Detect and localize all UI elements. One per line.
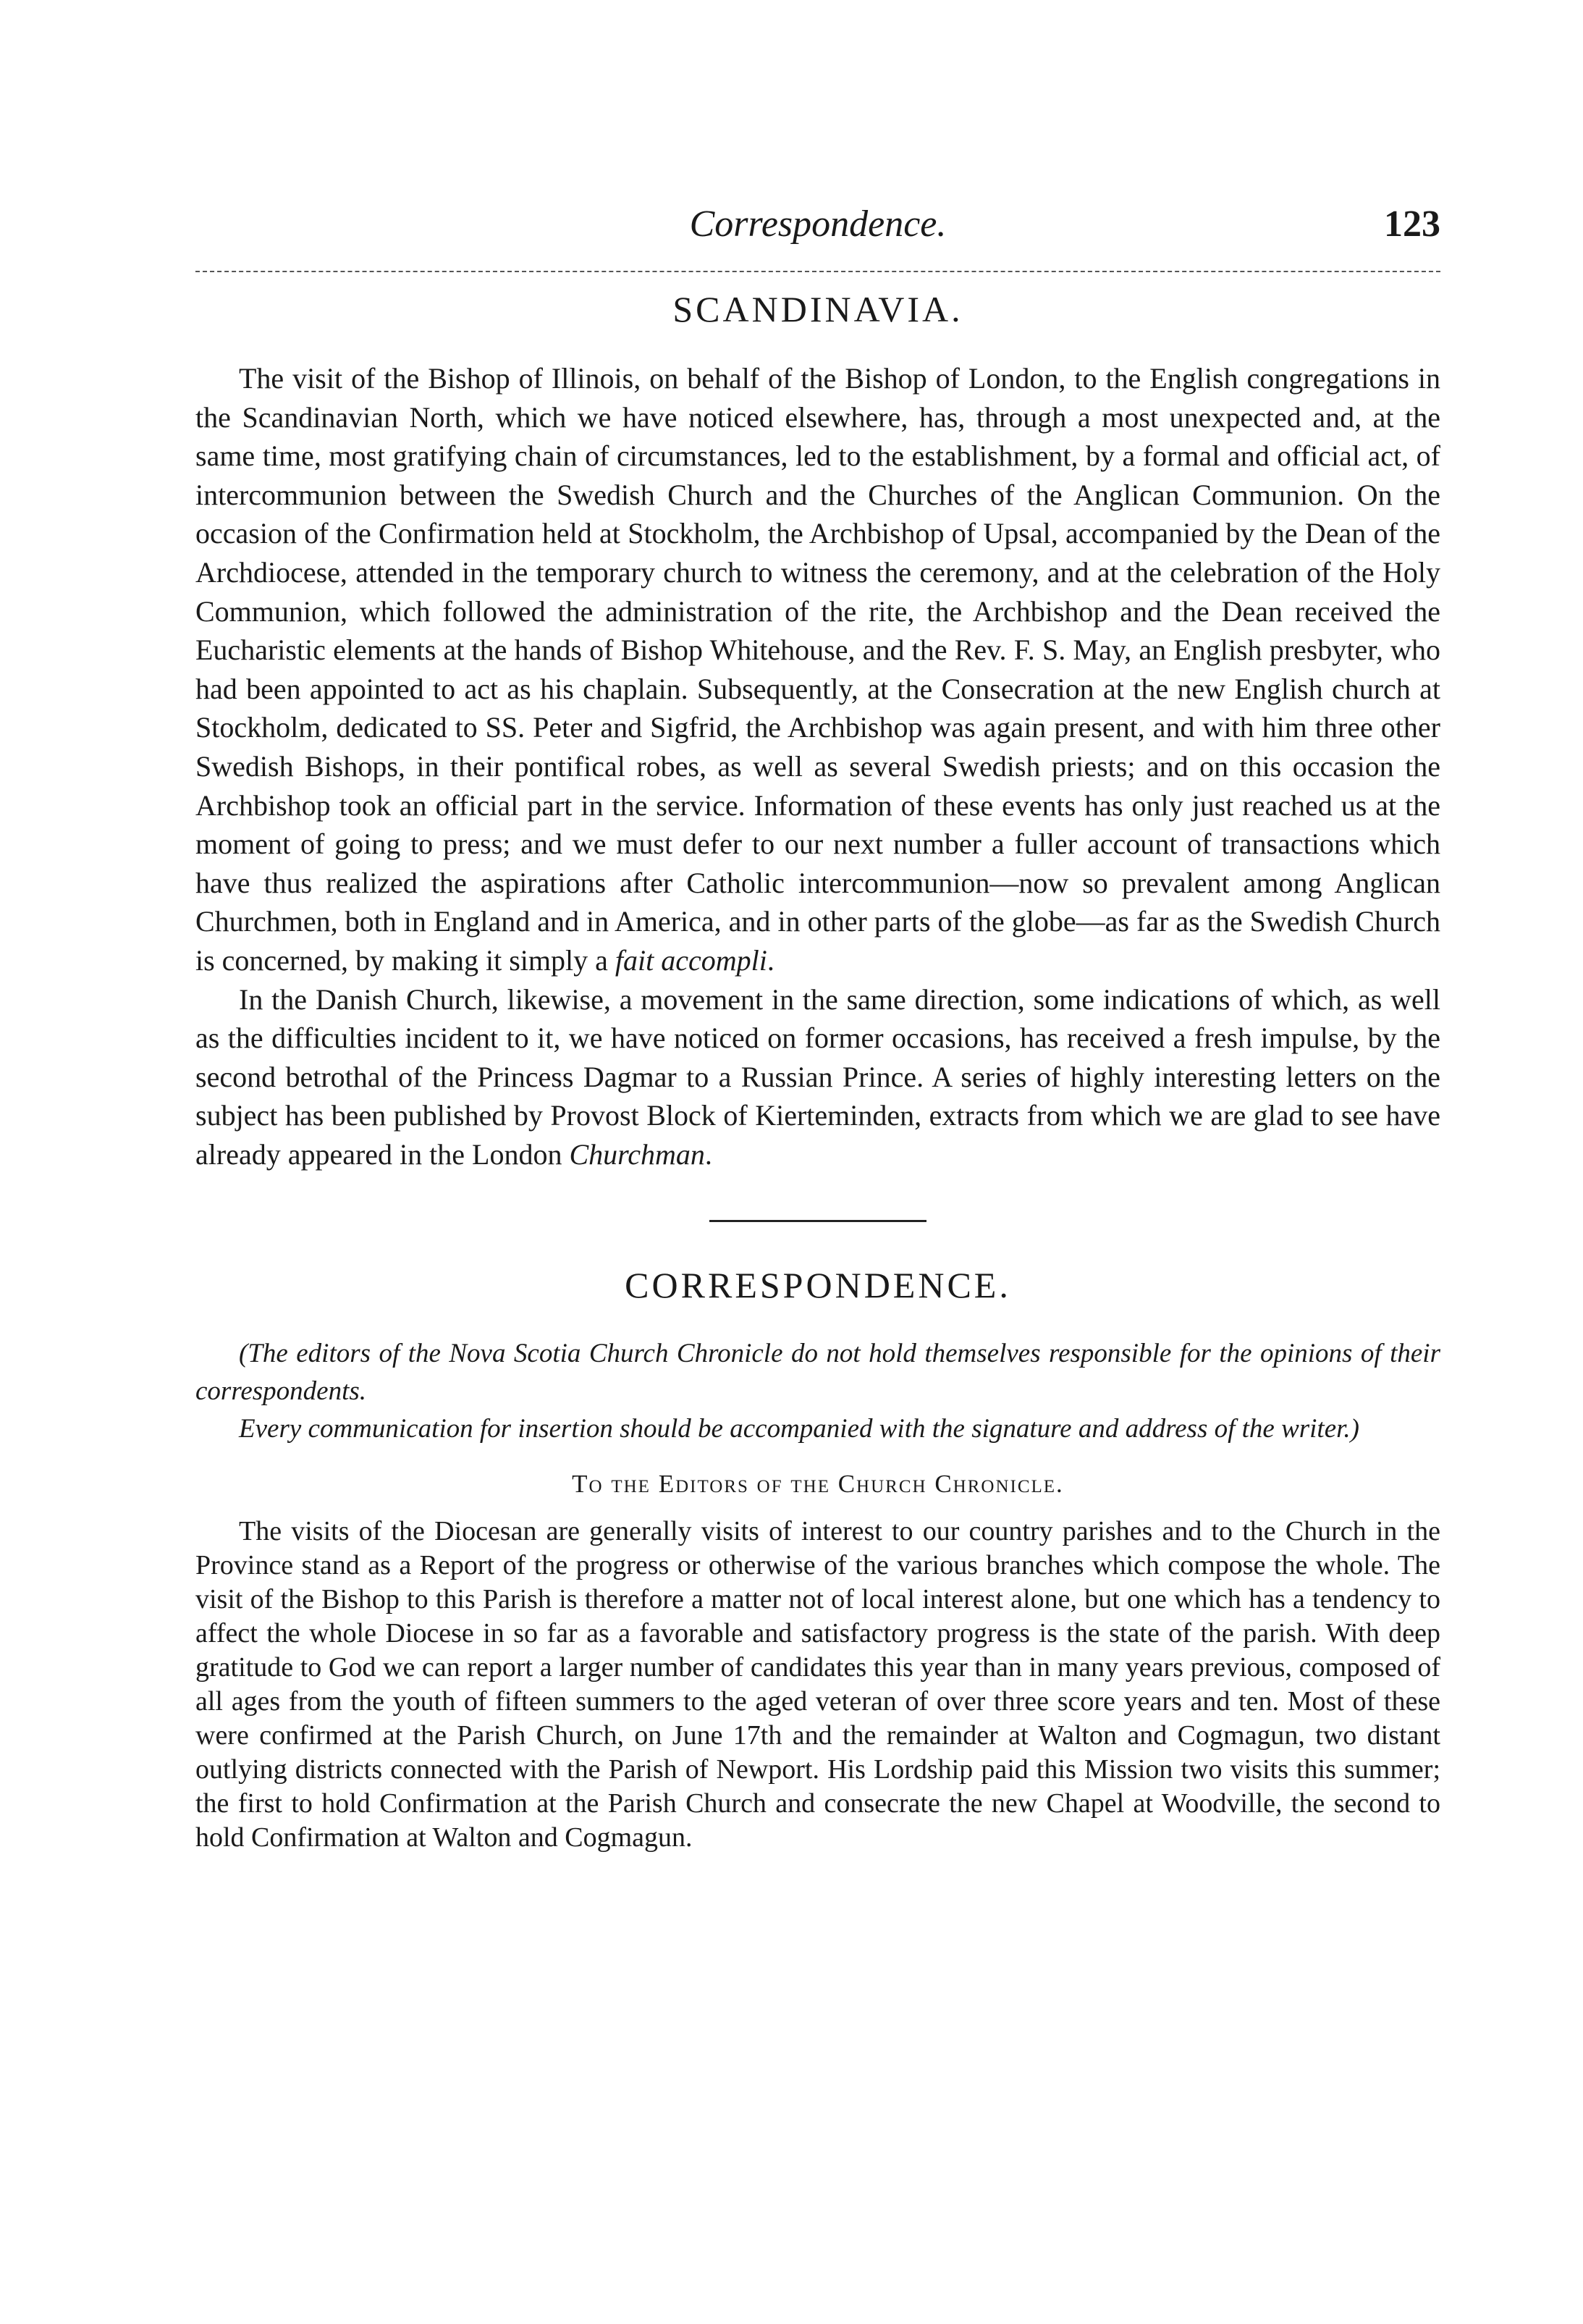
section-divider <box>709 1220 926 1222</box>
header-rule <box>195 271 1440 272</box>
letter-heading: To the Editors of the Church Chronicle. <box>572 1470 1064 1499</box>
scandinavia-paragraph-2-end: . <box>704 1137 712 1171</box>
scandinavia-paragraph-2 <box>195 980 1440 1174</box>
editor-note-responsibility: (The editors of the Nova Scotia Church Chronicle do not hold themselves responsible for the opinions of their correspondents. <box>195 1339 1440 1407</box>
section-title-correspondence: CORRESPONDENCE. <box>625 1265 1011 1306</box>
running-title: Correspondence. <box>689 203 947 245</box>
page-number: 123 <box>1384 203 1440 245</box>
scandinavia-paragraph-1 <box>195 359 1440 980</box>
letter-paragraph: The visits of the Diocesan are generally visits of interest to our country parishes and to the Church in the Province stand as a Report of the progress or otherwise of the various branches which compose the whole. The visit of the Bishop to this Parish is therefore a matter not of local interest alone, but one which has a tendency to affect the whole Diocese in so far as a favorable and satisfactory progress is the state of the parish. With deep gratitude to God we can report a larger number of candidates this year than in many years previous, composed of all ages from the youth of fifteen summers to the aged veteran of over three score years and ten. Most of these were confirmed at the Parish Church, on June 17th and the remainder at Walton and Cogmagun, two distant outlying districts connected with the Parish of Newport. His Lordship paid this Mission two visits this summer; the first to hold Confirmation at the Parish Church and consecrate the new Chapel at Woodville, the second to hold Confirmation at Walton and Cogmagun. <box>195 1516 1440 1853</box>
scandinavia-paragraph-2-text: In the Danish Church, likewise, a movement in the same direction, some indications of which, as well as the difficulties incident to it, we have noticed on former occasions, has received a fresh impulse, by the second betrothal of the Princess Dagmar to a Russian Prince. A series of highly interesting letters on the subject has been published by Provost Block of Kierteminden, extracts from which we are glad to see have already appeared in the London <box>195 982 1440 1171</box>
fait-accompli-phrase: fait accompli <box>615 943 767 977</box>
editor-note-signature: Every communication for insertion should be accompanied with the signature and address of the writer.) <box>239 1414 1360 1444</box>
section-title-scandinavia: SCANDINAVIA. <box>672 289 963 329</box>
scandinavia-paragraph-1-end: . <box>767 943 774 977</box>
scandinavia-paragraph-1-text: The visit of the Bishop of Illinois, on behalf of the Bishop of London, to the English congregations in the Scandinavian North, which we have noticed elsewhere, has, through a most unexpected and, at the same time, most gratifying chain of circumstances, led to the establishment, by a formal and official act, of intercommunion between the Swedish Church and the Churches of the Anglican Communion. On the occasion of the Confirmation held at Stockholm, the Archbishop of Upsal, accompanied by the Dean of the Archdiocese, attended in the temporary church to witness the ceremony, and at the celebration of the Holy Communion, which followed the administration of the rite, the Archbishop and the Dean received the Eucharistic elements at the hands of Bishop Whitehouse, and the Rev. F. S. May, an English presbyter, who had been appointed to act as his chaplain. Subsequently, at the Consecration at the new English church at Stockholm, dedicated to SS. Peter and Sigfrid, the Archbishop was again present, and with him three other Swedish Bishops, in their pontifical robes, as well as several Swedish priests; and on this occasion the Archbishop took an official part in the service. Information of these events has only just reached us at the moment of going to press; and we must defer to our next number a fuller account of transactions which have thus realized the aspirations after Catholic intercommunion—now so prevalent among Anglican Churchmen, both in England and in America, and in other parts of the globe—as far as the Swedish Church is concerned, by making it simply a <box>195 362 1440 977</box>
page <box>195 203 1440 1855</box>
running-head <box>195 203 1440 261</box>
churchman-title: Churchman <box>569 1137 705 1171</box>
